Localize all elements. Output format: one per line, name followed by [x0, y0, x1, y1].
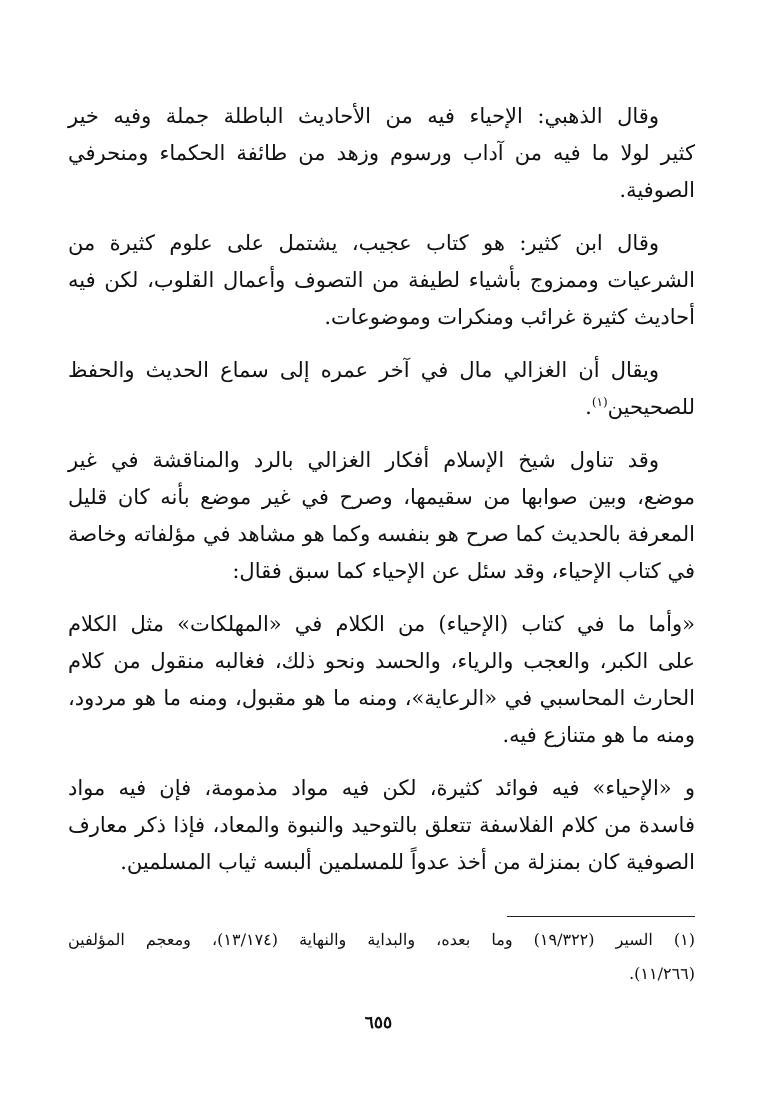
footnote-line: (١١/٢٦٦).: [629, 964, 695, 983]
text-line: على الكبر، والعجب والرياء، والحسد ونحو ذلك، فغالبه منقول من كلام: [68, 649, 695, 673]
text-line: وقال الذهبي: الإحياء فيه من الأحاديث الباطلة جملة وفيه خير: [68, 104, 659, 128]
footnote-divider: [507, 916, 695, 917]
text-fragment: للصحيحين: [607, 395, 695, 419]
paragraph-ibn-taymiyyah: [68, 442, 695, 590]
footnote: [68, 923, 695, 991]
text-line: الصوفية.: [619, 178, 695, 202]
text-line: كثير لولا ما فيه من آداب ورسوم وزهد من طائفة الحكماء ومنحرفي: [68, 141, 695, 165]
paragraph-ibn-kathir: [68, 225, 695, 336]
footnote-marker[interactable]: (١): [591, 395, 608, 409]
text-line: موضع، وبين صوابها من سقيمها، وصرح في غير موضع بأنه كان قليل: [68, 485, 695, 509]
text-fragment: .: [585, 395, 592, 419]
paragraph-quote-1: [68, 606, 695, 754]
text-line: الصوفية كان بمنزلة من أخذ عدواً للمسلمين ألبسه ثياب المسلمين.: [120, 850, 695, 874]
page-number: ٦٥٥: [364, 1013, 393, 1033]
text-line: الحارث المحاسبي في «الرعاية»، ومنه ما هو مقبول، ومنه ما هو مردود،: [68, 686, 695, 710]
text-line: وقد تناول شيخ الإسلام أفكار الغزالي بالرد والمناقشة في غير: [68, 448, 659, 472]
text-line: وقال ابن كثير: هو كتاب عجيب، يشتمل على علوم كثيرة من: [68, 231, 659, 255]
text-line: «وأما ما في كتاب (الإحياء) من الكلام في «المهلكات» مثل الكلام: [68, 612, 695, 636]
paragraph-quote-2: [68, 770, 695, 881]
text-line: الشرعيات وممزوج بأشياء لطيفة من التصوف وأعمال القلوب، لكن فيه: [68, 268, 695, 292]
text-line: و «الإحياء» فيه فوائد كثيرة، لكن فيه مواد مذمومة، فإن فيه مواد: [68, 776, 695, 800]
text-line: ويقال أن الغزالي مال في آخر عمره إلى سماع الحديث والحفظ: [68, 358, 659, 382]
footnote-line: (١) السير (١٩/٣٢٢) وما بعده، والبداية والنهاية (١٣/١٧٤)، ومعجم المؤلفين: [68, 930, 696, 949]
text-line: في كتاب الإحياء، وقد سئل عن الإحياء كما سبق فقال:: [232, 559, 695, 583]
text-line: ومنه ما هو متنازع فيه.: [502, 723, 695, 747]
text-line: المعرفة بالحديث كما صرح هو بنفسه وكما هو مشاهد في مؤلفاته وخاصة: [68, 522, 695, 546]
text-line: فاسدة من كلام الفلاسفة تتعلق بالتوحيد والنبوة والمعاد، فإذا ذكر معارف: [68, 813, 695, 837]
paragraph-dhahabi: [68, 98, 695, 209]
text-line-with-footnote: [68, 389, 695, 426]
paragraph-ghazali-end: [68, 352, 695, 426]
text-line: أحاديث كثيرة غرائب ومنكرات وموضوعات.: [324, 305, 695, 329]
main-text: [68, 98, 695, 897]
